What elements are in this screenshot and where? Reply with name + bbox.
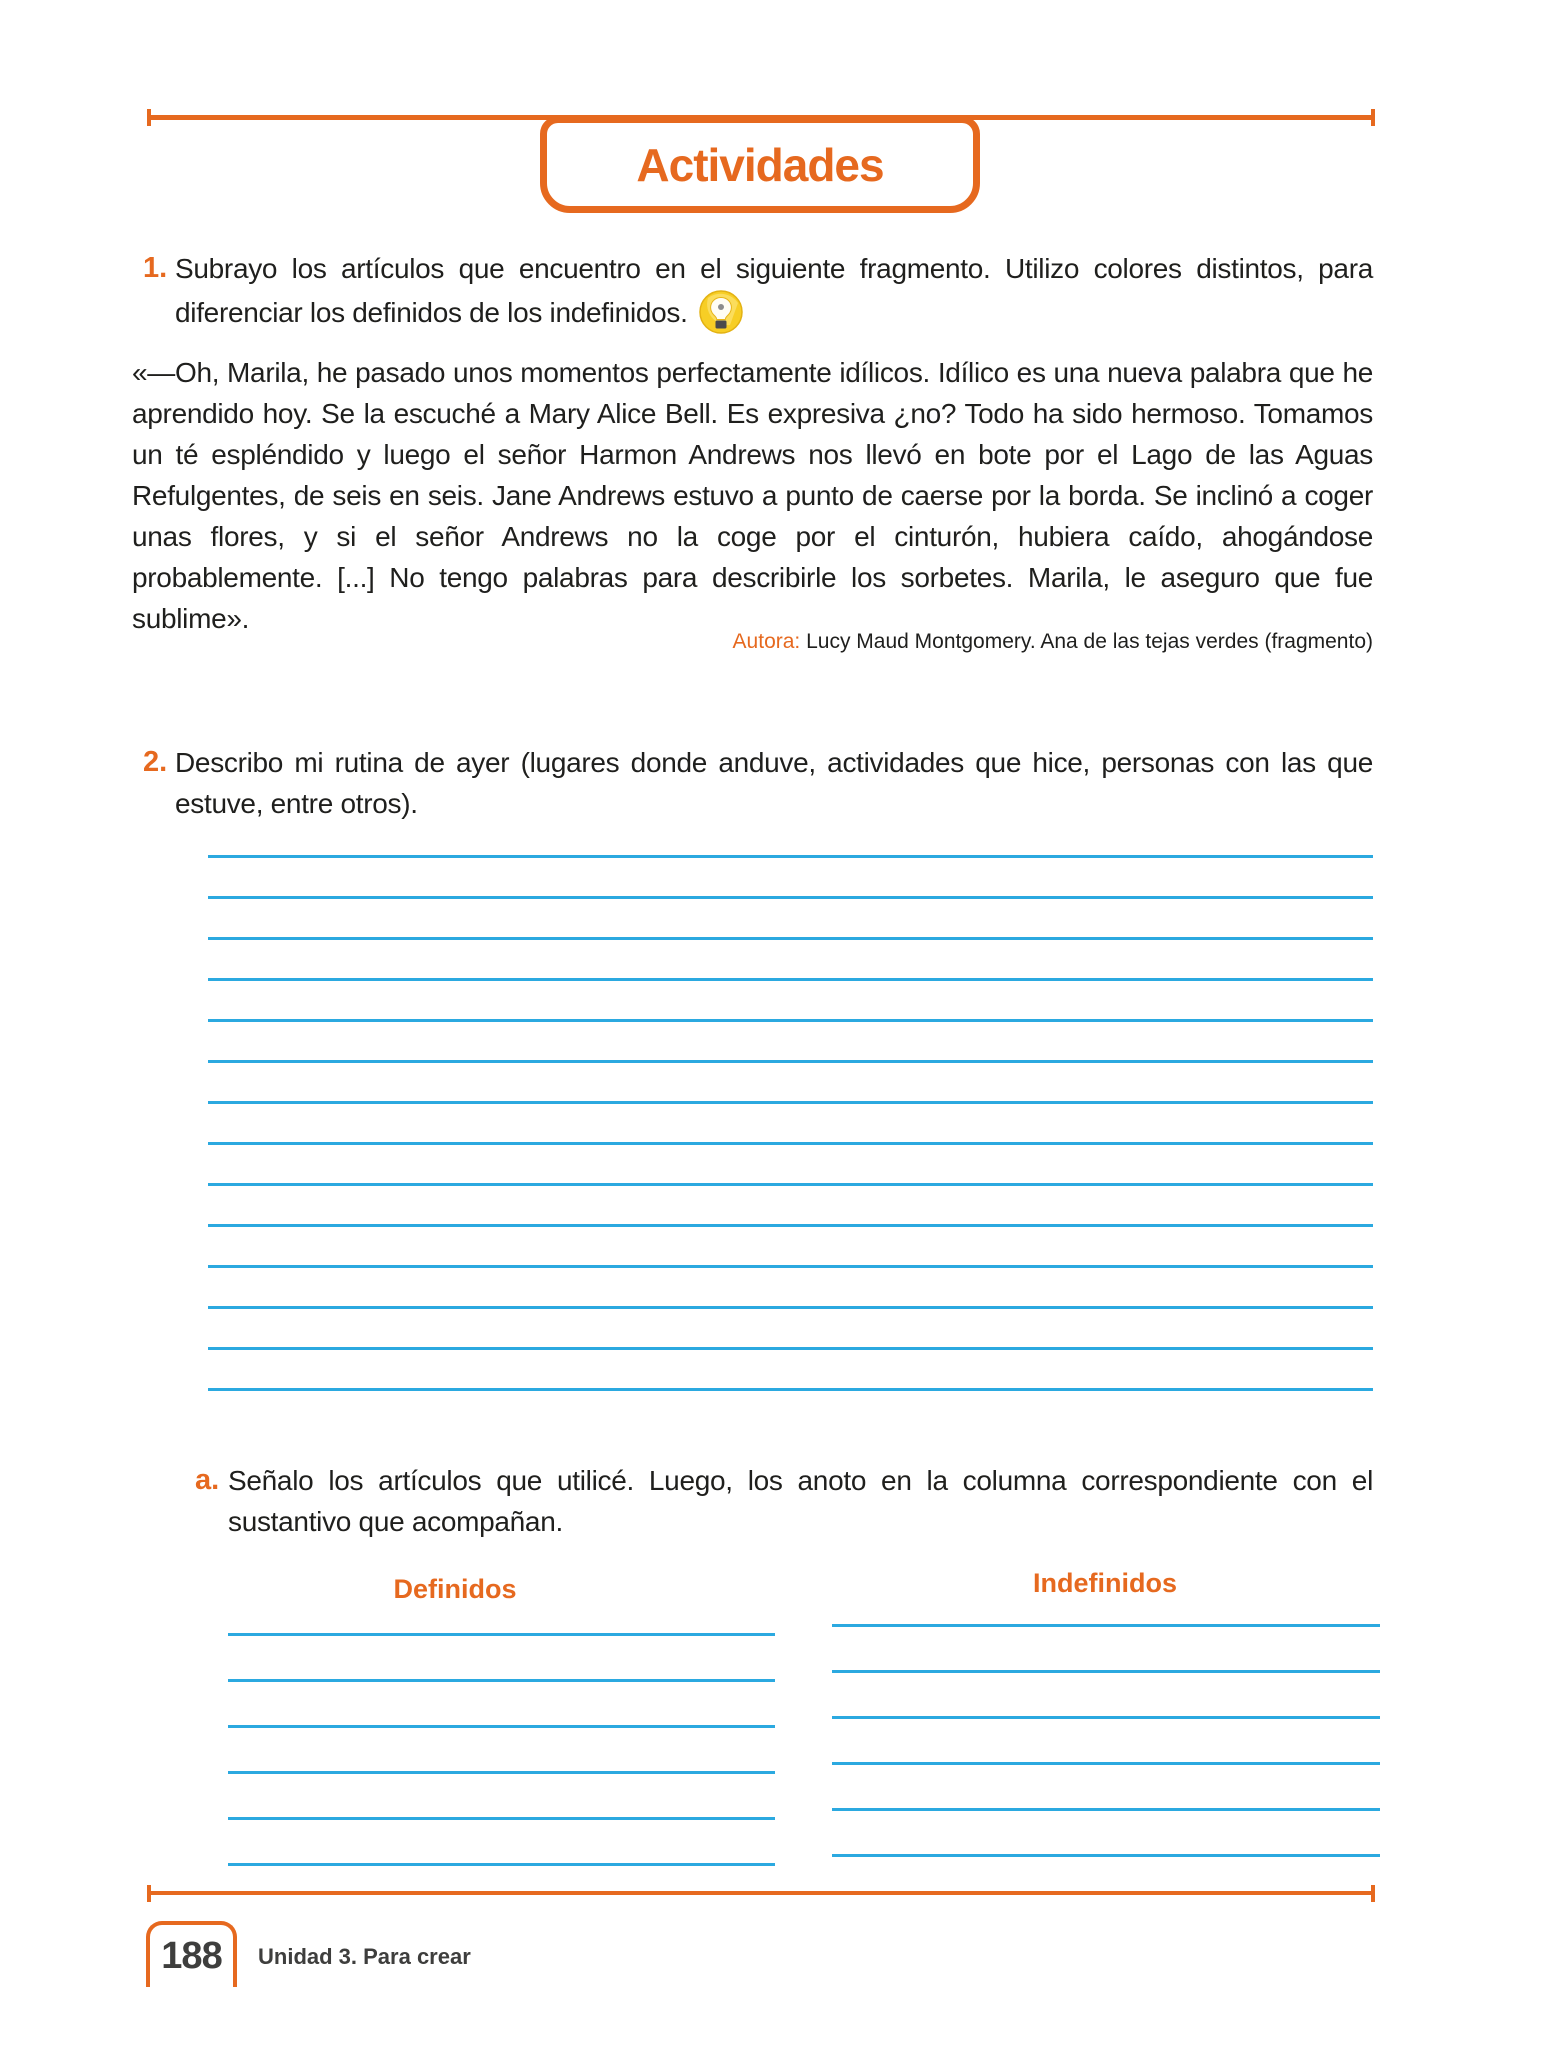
column-header-definidos: Definidos bbox=[393, 1574, 517, 1604]
writing-line bbox=[208, 1347, 1373, 1350]
writing-line bbox=[208, 1224, 1373, 1227]
writing-line bbox=[208, 896, 1373, 899]
exercise-2-writing-lines bbox=[208, 855, 1373, 1391]
writing-line bbox=[208, 1101, 1373, 1104]
quote-paragraph: «—Oh, Marila, he pasado unos momentos perfectamente idílicos. Idílico es una nueva palabra que he aprendido hoy. Se la escuché a Mary Alice Bell. Es expresiva ¿no? Todo ha sido hermoso. Tomamos un té espléndido y luego el señor Harmon Andrews nos llevó en bote por el Lago de las Aguas Refulgentes, de seis en seis. Jane Andrews estuvo a punto de caerse por la borda. Se inclinó a coger unas flores, y si el señor Andrews no la coge por el cinturón, hubiera caído, ahogándose probablemente. [...] No tengo palabras para describirle los sorbetes. Marila, le aseguro que fue sublime». bbox=[132, 357, 1373, 634]
indefinidos-writing-lines bbox=[832, 1624, 1380, 1857]
writing-line bbox=[208, 1019, 1373, 1022]
page-number-box bbox=[146, 1921, 237, 1987]
attribution-text: Lucy Maud Montgomery. Ana de las tejas verdes (fragmento) bbox=[806, 630, 1373, 653]
exercise-1-number: 1. bbox=[143, 252, 168, 284]
writing-line bbox=[228, 1725, 775, 1728]
exercise-1 bbox=[143, 248, 1373, 335]
attribution bbox=[132, 628, 1373, 656]
exercise-1-text-block bbox=[175, 248, 1373, 335]
header-rule-right-tick bbox=[1371, 109, 1375, 126]
writing-line bbox=[832, 1624, 1380, 1627]
activities-banner bbox=[540, 116, 980, 213]
writing-line bbox=[208, 855, 1373, 858]
attribution-label: Autora: bbox=[732, 630, 801, 653]
writing-line bbox=[208, 1183, 1373, 1186]
footer-rule bbox=[149, 1891, 1373, 1895]
writing-line bbox=[832, 1808, 1380, 1811]
footer-rule-left-tick bbox=[147, 1885, 151, 1902]
writing-line bbox=[832, 1854, 1380, 1857]
exercise-2a-text: Señalo los artículos que utilicé. Luego, los anoto en la columna correspondiente con el sustantivo que acompañan. bbox=[228, 1465, 1373, 1537]
writing-line bbox=[208, 1265, 1373, 1268]
lightbulb-icon bbox=[698, 289, 744, 335]
exercise-2a-letter: a. bbox=[195, 1464, 220, 1496]
exercise-2-number: 2. bbox=[143, 746, 168, 778]
exercise-2a bbox=[195, 1460, 1373, 1542]
writing-line bbox=[208, 1060, 1373, 1063]
exercise-2 bbox=[143, 742, 1373, 824]
exercise-1-text: Subrayo los artículos que encuentro en el siguiente fragmento. Utilizo colores distintos, para diferenciar los definidos de los indefinidos. bbox=[175, 253, 1373, 328]
writing-line bbox=[228, 1633, 775, 1636]
page-title: Actividades bbox=[636, 138, 884, 191]
definidos-writing-lines bbox=[228, 1633, 775, 1866]
writing-line bbox=[208, 937, 1373, 940]
writing-line bbox=[208, 1306, 1373, 1309]
writing-line bbox=[832, 1716, 1380, 1719]
writing-line bbox=[228, 1817, 775, 1820]
header-rule-left-tick bbox=[147, 109, 151, 126]
writing-line bbox=[228, 1771, 775, 1774]
writing-line bbox=[208, 978, 1373, 981]
unit-label: Unidad 3. Para crear bbox=[258, 1944, 471, 1969]
footer-rule-right-tick bbox=[1371, 1885, 1375, 1902]
writing-line bbox=[832, 1762, 1380, 1765]
column-header-indefinidos: Indefinidos bbox=[1033, 1568, 1177, 1598]
exercise-2-text: Describo mi rutina de ayer (lugares donde anduve, actividades que hice, personas con las que estuve, entre otros). bbox=[175, 747, 1373, 819]
page-number: 188 bbox=[161, 1934, 222, 1977]
writing-line bbox=[208, 1142, 1373, 1145]
writing-line bbox=[228, 1679, 775, 1682]
writing-line bbox=[832, 1670, 1380, 1673]
writing-line bbox=[208, 1388, 1373, 1391]
writing-line bbox=[228, 1863, 775, 1866]
